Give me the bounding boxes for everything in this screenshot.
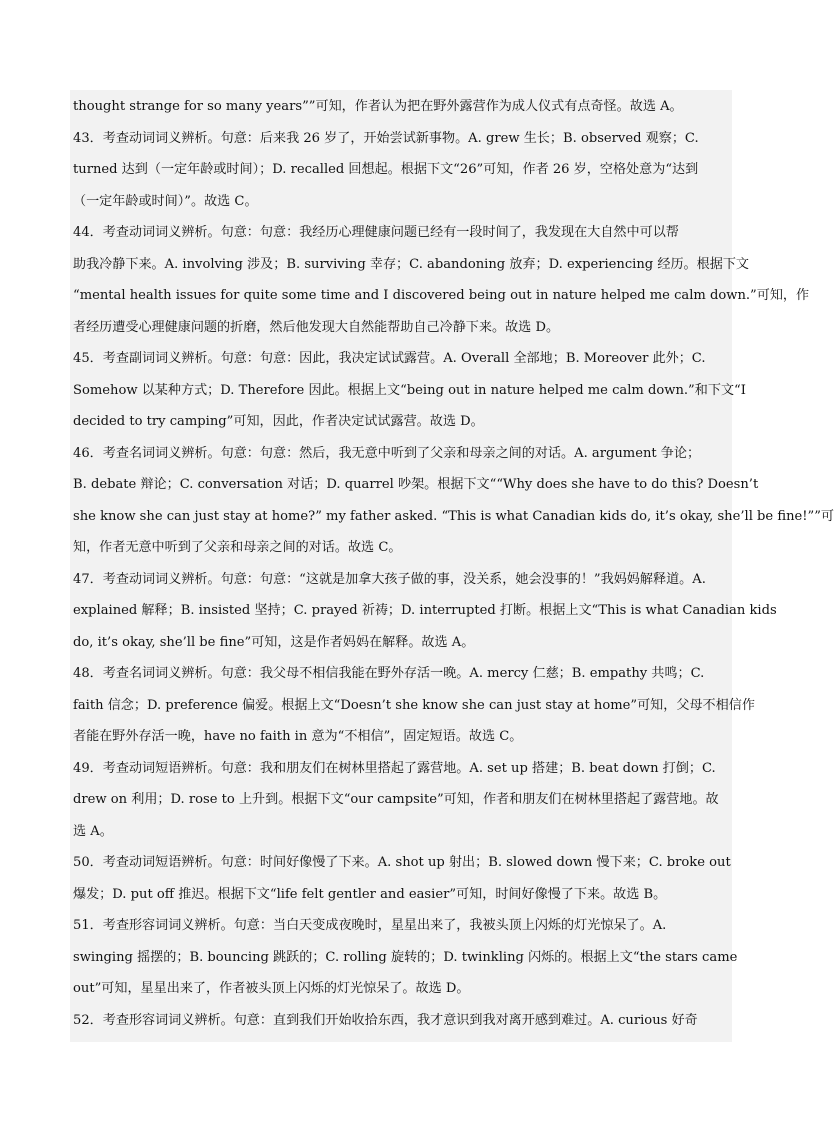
text-line: she know she can just stay at home?” my father asked. “This is what Canadian kids do, it’s okay, she’ll be fine!””可 [73,508,834,524]
text-line: 爆发；D. put off 推迟。根据下文“life felt gentler and easier”可知，时间好像慢了下来。故选 B。 [73,886,667,902]
text-line: 52．考查形容词词义辨析。句意：直到我们开始收拾东西，我才意识到我对离开感到难过。A. curious 好奇 [73,1012,698,1028]
explanation-text [73,91,834,1036]
text-line: B. debate 辩论；C. conversation 对话；D. quarrel 吵架。根据下文““Why does she have to do this? Doesn’t [73,477,759,492]
text-line: 知，作者无意中听到了父亲和母亲之间的对话。故选 C。 [73,540,402,555]
text-line: out”可知，星星出来了，作者被头顶上闪烁的灯光惊呆了。故选 D。 [73,981,470,996]
text-line: 47．考查动词词义辨析。句意：句意：“这就是加拿大孩子做的事，没关系，她会没事的！”我妈妈解释道。A. [73,571,706,587]
text-line: 者能在野外存活一晚，have no faith in 意为“不相信”，固定短语。故选 C。 [73,729,523,744]
text-line: 助我冷静下来。A. involving 涉及；B. surviving 幸存；C. abandoning 放弃；D. experiencing 经历。根据下文 [73,256,750,272]
text-line: thought strange for so many years””可知，作者认为把在野外露营作为成人仪式有点奇怪。故选 A。 [73,99,683,114]
text-line: 43．考查动词词义辨析。句意：后来我 26 岁了，开始尝试新事物。A. grew 生长；B. observed 观察；C. [73,130,699,146]
text-line: turned 达到（一定年龄或时间）；D. recalled 回想起。根据下文“26”可知，作者 26 岁，空格处意为“达到 [73,162,699,177]
text-line: （一定年龄或时间）”。故选 C。 [73,193,258,209]
text-line: 48．考查名词词义辨析。句意：我父母不相信我能在野外存活一晚。A. mercy 仁慈；B. empathy 共鸣；C. [73,666,705,681]
text-line: do, it’s okay, she’ll be fine”可知，这是作者妈妈在解释。故选 A。 [73,634,475,650]
text-line: Somehow 以某种方式；D. Therefore 因此。根据上文“being out in nature helped me calm down.”和下文“I [73,382,746,398]
text-line: 49．考查动词短语辨析。句意：我和朋友们在树林里搭起了露营地。A. set up 搭建；B. beat down 打倒；C. [73,760,716,776]
text-line: “mental health issues for quite some time and I discovered being out in nature helped me calm down.”可知，作 [73,288,810,303]
text-line: drew on 利用；D. rose to 上升到。根据下文“our campsite”可知，作者和朋友们在树林里搭起了露营地。故 [73,792,719,807]
text-line: 者经历遭受心理健康问题的折磨，然后他发现大自然能帮助自己冷静下来。故选 D。 [73,319,560,335]
text-line: swinging 摇摆的；B. bouncing 跳跃的；C. rolling 旋转的；D. twinkling 闪烁的。根据上文“the stars came [73,949,738,965]
text-line: explained 解释；B. insisted 坚持；C. prayed 祈祷；D. interrupted 打断。根据上文“This is what Canadian kids [73,603,777,618]
text-line: 50．考查动词短语辨析。句意：时间好像慢了下来。A. shot up 射出；B. slowed down 慢下来；C. broke out [73,855,731,870]
text-line: 51．考查形容词词义辨析。句意：当白天变成夜晚时，星星出来了，我被头顶上闪烁的灯光惊呆了。A. [73,918,667,933]
text-line: 46．考查名词词义辨析。句意：句意：然后，我无意中听到了父亲和母亲之间的对话。A. argument 争论； [73,445,701,461]
text-line: faith 信念；D. preference 偏爱。根据上文“Doesn’t she know she can just stay at home”可知，父母不相信作 [73,697,755,713]
text-line: 选 A。 [73,823,113,839]
text-line: 44．考查动词词义辨析。句意：句意：我经历心理健康问题已经有一段时间了，我发现在大自然中可以帮 [73,225,679,240]
text-line: decided to try camping”可知，因此，作者决定试试露营。故选 D。 [73,414,484,429]
text-line: 45．考查副词词义辨析。句意：句意：因此，我决定试试露营。A. Overall 全部地；B. Moreover 此外；C. [73,351,706,366]
